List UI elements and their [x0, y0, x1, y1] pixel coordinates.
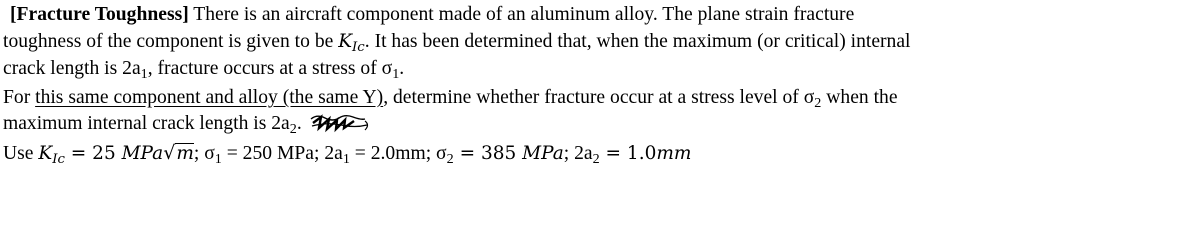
- text-span: toughness of the component is given to be: [3, 31, 339, 52]
- text-span: ; σ: [193, 143, 215, 164]
- text-span: = 1.0: [599, 143, 657, 164]
- underlined-phrase: this same component and alloy (the same Y): [35, 87, 384, 108]
- sqrt-symbol: √: [163, 142, 176, 164]
- text-span: ; 2a: [563, 143, 593, 164]
- line-2: [3, 31, 910, 53]
- subscript: 2: [289, 121, 297, 138]
- ic-subscript: Ic: [52, 151, 65, 167]
- ic-subscript: Ic: [352, 39, 365, 55]
- subscript: 2: [592, 151, 600, 168]
- scribble-mark: [307, 113, 371, 133]
- problem-heading: [Fracture Toughness]: [10, 4, 189, 25]
- text-span: = 385: [453, 143, 523, 164]
- text-span: .: [399, 58, 405, 79]
- subscript: 1: [392, 66, 400, 83]
- text-span: = 250 MPa; 2a: [221, 143, 343, 164]
- k-letter: K: [338, 31, 353, 52]
- text-span: = 25: [64, 143, 122, 164]
- subscript: 1: [342, 151, 350, 168]
- text-span: . It has been determined that, when the maximum (or critical) internal: [364, 31, 911, 52]
- unit-mpa: MPa: [522, 143, 564, 164]
- text-span: .: [296, 113, 307, 134]
- kic-symbol: [338, 31, 365, 55]
- text-span: when the: [821, 87, 898, 108]
- intro-text: There is an aircraft component made of an aluminum alloy. The plane strain fracture: [188, 4, 855, 25]
- unit-mm: mm: [656, 143, 692, 164]
- subscript: 1: [140, 66, 148, 83]
- unit-mpa: MPa: [121, 143, 164, 164]
- line-4: [3, 87, 898, 112]
- subscript: 1: [214, 151, 222, 168]
- subscript: 2: [446, 151, 454, 168]
- line-5: [3, 113, 371, 138]
- given-values-line: [3, 142, 692, 168]
- text-span: maximum internal crack length is 2a: [3, 113, 290, 134]
- subscript: 2: [814, 95, 822, 112]
- text-span: crack length is 2a: [3, 58, 141, 79]
- text-span: Use: [3, 143, 39, 164]
- text-span: , determine whether fracture occur at a stress level of σ: [383, 87, 815, 108]
- text-span: For: [3, 87, 36, 108]
- text-span: = 2.0mm; σ: [349, 143, 447, 164]
- k-letter: K: [38, 143, 53, 164]
- line-3: [3, 58, 405, 83]
- line-1: [10, 4, 854, 26]
- kic-symbol: [38, 143, 65, 167]
- sqrt-radicand: m: [176, 143, 194, 164]
- text-span: , fracture occurs at a stress of σ: [147, 58, 393, 79]
